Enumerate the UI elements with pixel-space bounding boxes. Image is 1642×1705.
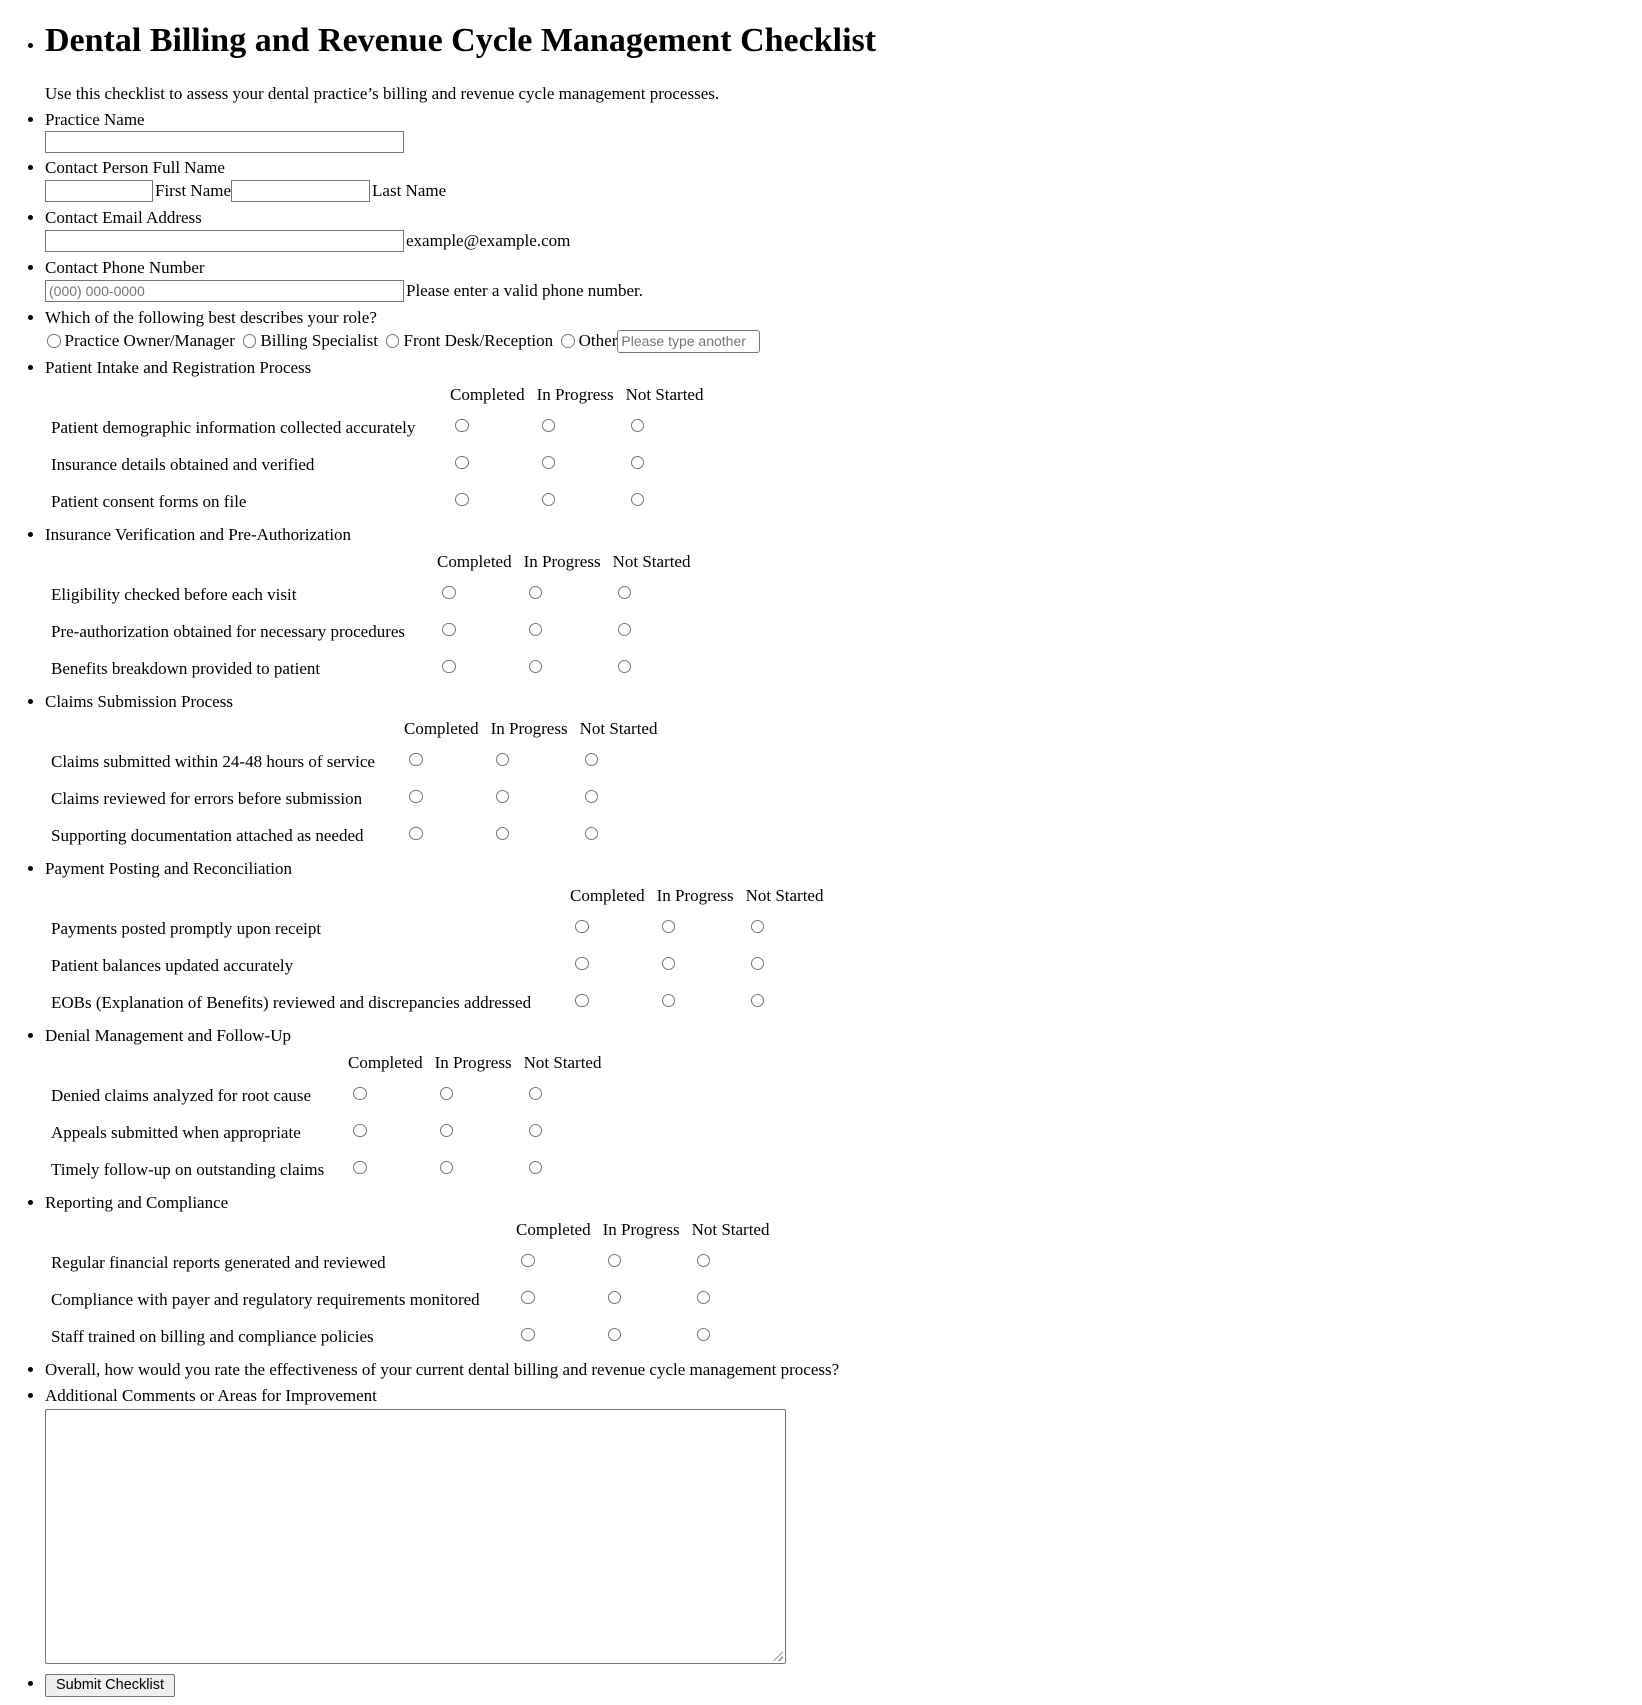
matrix-radio-not-started[interactable]: [697, 1328, 711, 1342]
matrix-row-label: Regular financial reports generated and reviewed: [51, 1252, 386, 1272]
matrix-section-label: • Payment Posting and Reconciliation: [45, 859, 292, 878]
matrix-radio-not-started[interactable]: [618, 586, 632, 600]
matrix-row-label: Claims reviewed for errors before submission: [51, 788, 363, 808]
role-option-label: Practice Owner/Manager: [64, 331, 235, 350]
matrix-row: [45, 650, 702, 687]
matrix-col-header-completed: Completed: [570, 886, 645, 905]
page-title: • Dental Billing and Revenue Cycle Management Checklist: [45, 22, 877, 59]
submit-item: [45, 1668, 1634, 1697]
submit-button[interactable]: Submit Checklist: [45, 1674, 175, 1697]
matrix-col-header-in-progress: In Progress: [523, 552, 601, 571]
matrix-radio-not-started[interactable]: [529, 1161, 543, 1175]
contact-person-row: [45, 179, 1634, 203]
matrix-row-label: Denied claims analyzed for root cause: [51, 1085, 312, 1105]
matrix-row: [45, 483, 715, 520]
matrix-radio-completed[interactable]: [521, 1328, 535, 1342]
comments-textarea[interactable]: [45, 1409, 786, 1664]
matrix-row: [45, 947, 835, 984]
matrix-radio-not-started[interactable]: [529, 1087, 543, 1101]
matrix-table: [45, 882, 835, 1021]
role-option-label: Billing Specialist: [260, 331, 378, 350]
matrix-row: [45, 910, 835, 947]
matrix-radio-completed[interactable]: [442, 623, 456, 637]
role-radio-front-desk-reception[interactable]: [386, 334, 400, 348]
field-comments: [45, 1385, 1634, 1664]
matrix-table: [45, 715, 669, 854]
matrix-row-label: Supporting documentation attached as needed: [51, 825, 364, 845]
role-radio-other[interactable]: [561, 334, 575, 348]
matrix-radio-in-progress[interactable]: [662, 994, 676, 1008]
matrix-radio-not-started[interactable]: [631, 456, 645, 470]
phone-row: [45, 279, 1634, 303]
matrix-radio-completed[interactable]: [521, 1291, 535, 1305]
matrix-col-header-in-progress: In Progress: [536, 385, 614, 404]
matrix-col-header-not-started: Not Started: [691, 1220, 770, 1239]
matrix-radio-in-progress[interactable]: [608, 1291, 622, 1305]
matrix-radio-in-progress[interactable]: [542, 493, 556, 507]
matrix-radio-not-started[interactable]: [697, 1254, 711, 1268]
matrix-col-header-completed: Completed: [450, 385, 525, 404]
phone-label: • Contact Phone Number: [45, 258, 205, 277]
checklist-form: [8, 22, 1634, 1697]
matrix-row-label: Payments posted promptly upon receipt: [51, 918, 322, 938]
matrix-row: [45, 1077, 613, 1114]
matrix-patient-intake: [45, 357, 1634, 520]
matrix-radio-not-started[interactable]: [618, 660, 632, 674]
matrix-radio-not-started[interactable]: [631, 419, 645, 433]
email-label: • Contact Email Address: [45, 208, 202, 227]
matrix-col-header-not-started: Not Started: [523, 1053, 602, 1072]
matrix-radio-completed[interactable]: [353, 1161, 367, 1175]
matrix-row: [45, 1244, 781, 1281]
matrix-table: [45, 1216, 781, 1355]
matrix-col-header-in-progress: In Progress: [490, 719, 568, 738]
intro-text: Use this checklist to assess your dental practice’s billing and revenue cycle management processes.: [45, 84, 720, 103]
matrix-row: [45, 1151, 613, 1188]
matrix-radio-in-progress[interactable]: [608, 1254, 622, 1268]
matrix-radio-completed[interactable]: [521, 1254, 535, 1268]
matrix-col-header-not-started: Not Started: [612, 552, 691, 571]
matrix-radio-not-started[interactable]: [697, 1291, 711, 1305]
comments-textarea-wrap: [45, 1409, 786, 1664]
email-helper-text: example@example.com: [406, 231, 571, 250]
first-name-sublabel: First Name: [155, 181, 232, 200]
matrix-col-header-in-progress: In Progress: [656, 886, 734, 905]
matrix-radio-in-progress[interactable]: [440, 1087, 454, 1101]
matrix-radio-completed[interactable]: [575, 957, 589, 971]
matrix-corner-cell: [45, 1049, 348, 1077]
matrix-radio-in-progress[interactable]: [496, 753, 510, 767]
role-radio-practice-owner-manager[interactable]: [47, 334, 61, 348]
matrix-table: [45, 381, 715, 520]
matrix-reporting-compliance: [45, 1192, 1634, 1355]
matrix-col-header-in-progress: In Progress: [434, 1053, 512, 1072]
matrix-row: [45, 743, 669, 780]
matrix-radio-completed[interactable]: [455, 419, 469, 433]
matrix-radio-not-started[interactable]: [585, 753, 599, 767]
field-email: [45, 207, 1634, 253]
matrix-radio-completed[interactable]: [353, 1124, 367, 1138]
role-option-label: Other: [578, 331, 618, 350]
matrix-radio-in-progress[interactable]: [662, 957, 676, 971]
matrix-row: [45, 1114, 613, 1151]
first-name-input[interactable]: [45, 180, 153, 202]
matrix-row: [45, 780, 669, 817]
role-option-billing-specialist: [243, 331, 378, 351]
matrix-section-label: • Claims Submission Process: [45, 692, 233, 711]
matrix-radio-completed[interactable]: [575, 920, 589, 934]
matrix-row-label: Appeals submitted when appropriate: [51, 1122, 301, 1142]
matrix-corner-cell: [45, 548, 437, 576]
overall-rating-label: • Overall, how would you rate the effectiveness of your current dental billing and revenue cycle management process?: [45, 1360, 840, 1379]
matrix-corner-cell: [45, 715, 404, 743]
field-contact-person: [45, 157, 1634, 203]
matrix-row: [45, 984, 835, 1021]
role-other-input[interactable]: [617, 330, 760, 353]
matrix-insurance-verification: [45, 524, 1634, 687]
matrix-radio-completed[interactable]: [409, 827, 423, 841]
matrix-row: [45, 576, 702, 613]
matrix-payment-posting: [45, 858, 1634, 1021]
matrix-corner-cell: [45, 381, 450, 409]
matrix-col-header-not-started: Not Started: [625, 385, 704, 404]
matrix-radio-in-progress[interactable]: [542, 419, 556, 433]
matrix-radio-not-started[interactable]: [618, 623, 632, 637]
matrix-radio-in-progress[interactable]: [496, 827, 510, 841]
matrix-radio-in-progress[interactable]: [662, 920, 676, 934]
matrix-radio-not-started[interactable]: [751, 920, 765, 934]
matrix-row-label: Claims submitted within 24-48 hours of service: [51, 751, 375, 771]
matrix-radio-in-progress[interactable]: [542, 456, 556, 470]
matrix-radio-not-started[interactable]: [529, 1124, 543, 1138]
matrix-row-label: EOBs (Explanation of Benefits) reviewed and discrepancies addressed: [51, 992, 532, 1012]
matrix-table: [45, 548, 702, 687]
matrix-radio-completed[interactable]: [409, 753, 423, 767]
matrix-row: [45, 1281, 781, 1318]
role-option-practice-owner-manager: [47, 331, 235, 351]
field-practice-name: [45, 109, 1634, 153]
matrix-row: [45, 613, 702, 650]
matrix-row-label: Patient consent forms on file: [51, 491, 247, 511]
matrix-radio-in-progress[interactable]: [608, 1328, 622, 1342]
matrix-row-label: Patient balances updated accurately: [51, 955, 294, 975]
matrix-row-label: Benefits breakdown provided to patient: [51, 658, 321, 678]
role-option-front-desk-reception: [386, 331, 553, 351]
matrix-col-header-completed: Completed: [516, 1220, 591, 1239]
matrix-row-label: Patient demographic information collected accurately: [51, 417, 416, 437]
matrix-col-header-not-started: Not Started: [579, 719, 658, 738]
matrix-radio-not-started[interactable]: [585, 790, 599, 804]
matrix-radio-in-progress[interactable]: [529, 623, 543, 637]
matrix-radio-completed[interactable]: [575, 994, 589, 1008]
matrix-radio-not-started[interactable]: [631, 493, 645, 507]
matrix-denial-management: [45, 1025, 1634, 1188]
matrix-claims-submission: [45, 691, 1634, 854]
matrix-row: [45, 1318, 781, 1355]
role-label: • Which of the following best describes your role?: [45, 308, 377, 327]
matrix-radio-completed[interactable]: [455, 493, 469, 507]
field-role: [45, 307, 1634, 353]
matrix-col-header-in-progress: In Progress: [602, 1220, 680, 1239]
last-name-input[interactable]: [231, 180, 370, 202]
matrix-row-label: Timely follow-up on outstanding claims: [51, 1159, 325, 1179]
matrix-col-header-not-started: Not Started: [745, 886, 824, 905]
matrix-row-label: Compliance with payer and regulatory requirements monitored: [51, 1289, 480, 1309]
matrix-row: [45, 409, 715, 446]
matrix-radio-in-progress[interactable]: [496, 790, 510, 804]
role-radio-billing-specialist[interactable]: [243, 334, 257, 348]
matrix-col-header-completed: Completed: [437, 552, 512, 571]
matrix-radio-completed[interactable]: [455, 456, 469, 470]
matrix-row-label: Insurance details obtained and verified: [51, 454, 315, 474]
title-item: [45, 22, 1634, 105]
matrix-row-label: Staff trained on billing and compliance policies: [51, 1326, 374, 1346]
last-name-sublabel: Last Name: [372, 181, 447, 200]
matrix-section-label: • Reporting and Compliance: [45, 1193, 229, 1212]
matrix-corner-cell: [45, 882, 570, 910]
email-row: [45, 229, 1634, 253]
comments-label: • Additional Comments or Areas for Improvement: [45, 1386, 377, 1405]
matrix-radio-in-progress[interactable]: [440, 1161, 454, 1175]
matrix-section-label: • Patient Intake and Registration Process: [45, 358, 312, 377]
role-option-label: Front Desk/Reception: [403, 331, 554, 350]
practice-name-label: • Practice Name: [45, 110, 145, 129]
role-options-row: [47, 329, 1634, 353]
matrix-row-label: Eligibility checked before each visit: [51, 584, 297, 604]
matrix-radio-in-progress[interactable]: [529, 586, 543, 600]
matrix-radio-completed[interactable]: [442, 586, 456, 600]
matrix-radio-not-started[interactable]: [751, 994, 765, 1008]
matrix-section-label: • Denial Management and Follow-Up: [45, 1026, 291, 1045]
matrix-radio-completed[interactable]: [409, 790, 423, 804]
matrix-section-label: • Insurance Verification and Pre-Authorization: [45, 525, 352, 544]
matrix-radio-not-started[interactable]: [585, 827, 599, 841]
role-option-other: [561, 331, 617, 351]
matrix-col-header-completed: Completed: [404, 719, 479, 738]
practice-name-input[interactable]: [45, 131, 404, 153]
matrix-col-header-completed: Completed: [348, 1053, 423, 1072]
matrix-radio-in-progress[interactable]: [529, 660, 543, 674]
matrix-corner-cell: [45, 1216, 516, 1244]
matrix-row-label: Pre-authorization obtained for necessary procedures: [51, 621, 406, 641]
matrix-radio-completed[interactable]: [442, 660, 456, 674]
contact-person-label: • Contact Person Full Name: [45, 158, 225, 177]
matrix-radio-in-progress[interactable]: [440, 1124, 454, 1138]
field-overall-rating: [45, 1359, 1634, 1381]
phone-helper-text: Please enter a valid phone number.: [406, 281, 643, 300]
matrix-row: [45, 446, 715, 483]
matrix-row: [45, 817, 669, 854]
email-input[interactable]: [45, 230, 404, 252]
matrix-table: [45, 1049, 613, 1188]
phone-input[interactable]: [45, 280, 404, 302]
field-phone: [45, 257, 1634, 303]
matrix-radio-completed[interactable]: [353, 1087, 367, 1101]
matrix-radio-not-started[interactable]: [751, 957, 765, 971]
